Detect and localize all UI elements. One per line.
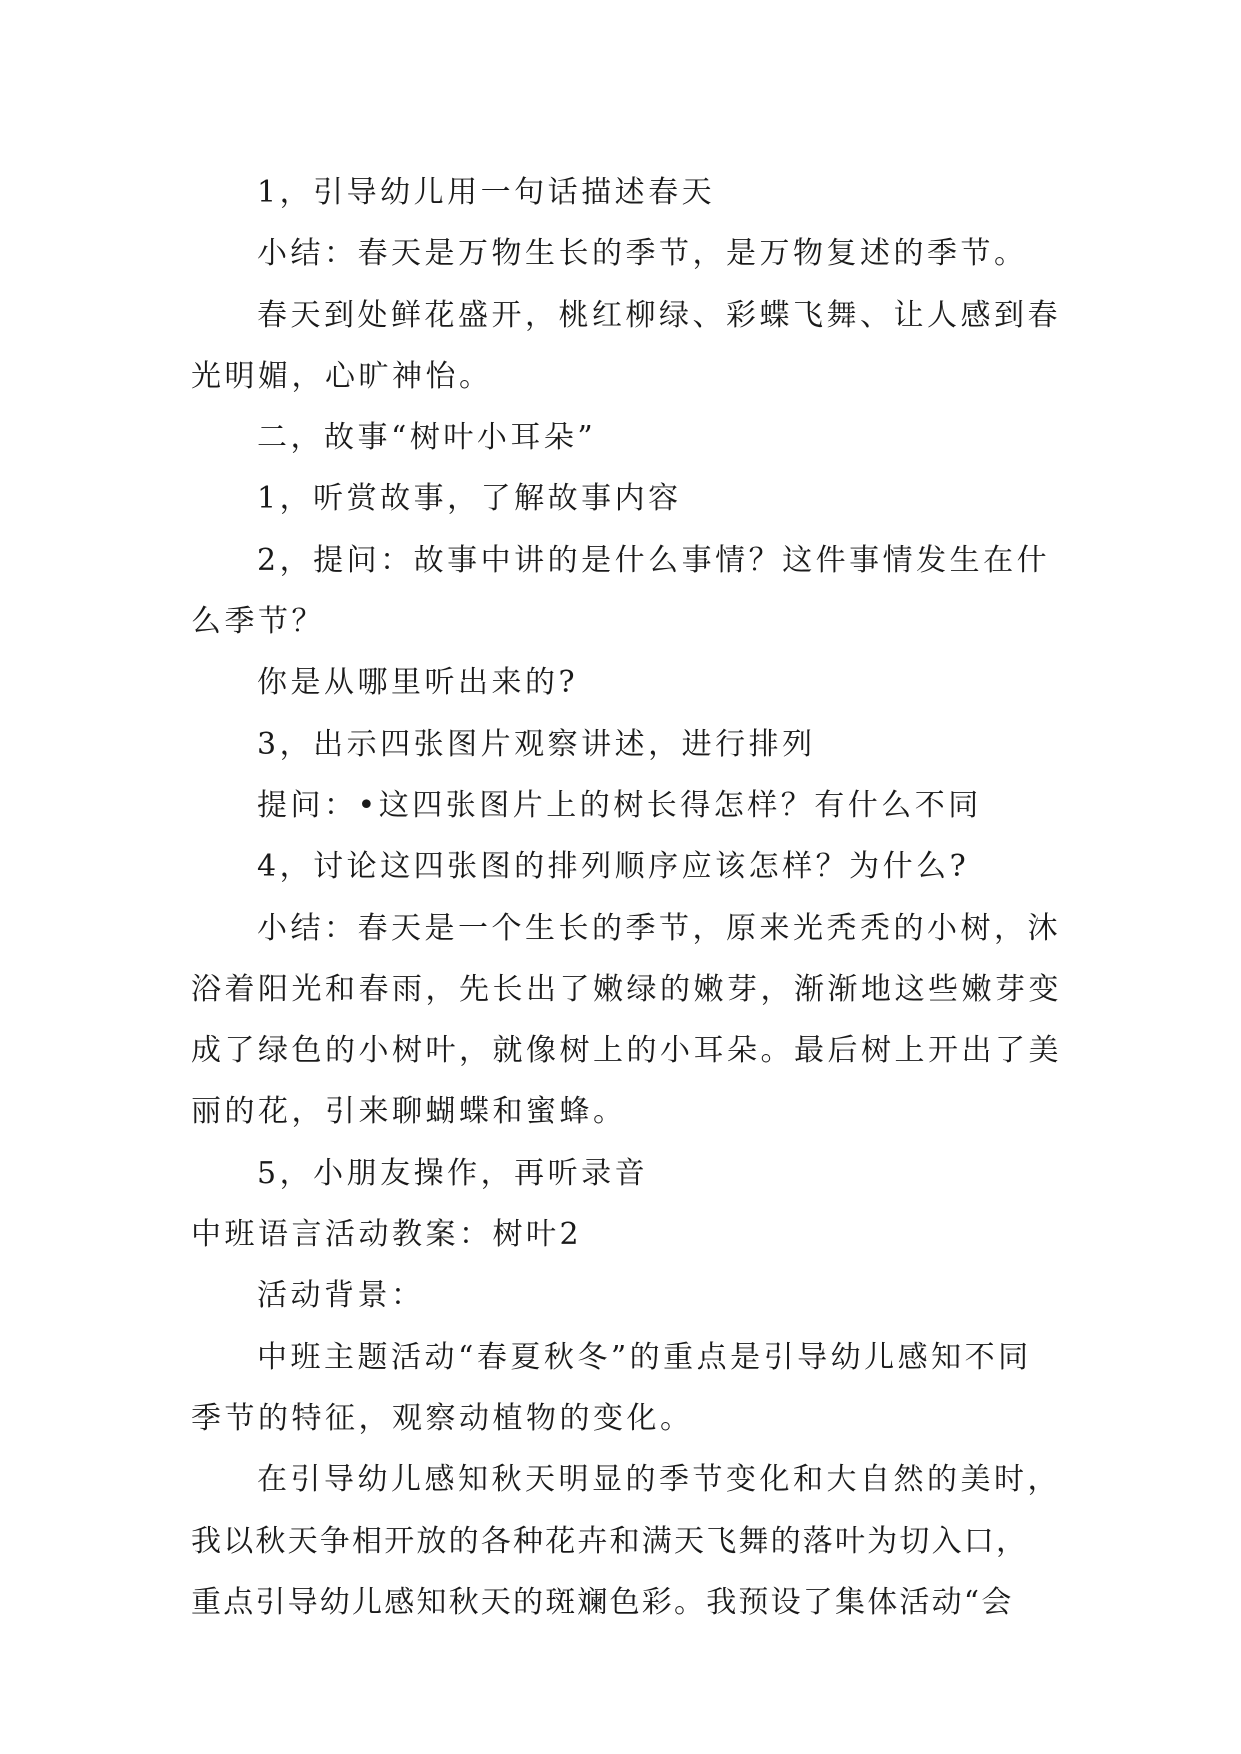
paragraph-line: 在引导幼儿感知秋天明显的季节变化和大自然的美时，: [257, 1462, 1061, 1498]
paragraph-line: 我以秋天争相开放的各种花卉和满天飞舞的落叶为切入口，: [191, 1523, 1029, 1559]
document-body: [191, 162, 1062, 1633]
paragraph-line: 光明媚，心旷神怡。: [191, 358, 493, 394]
document-title: 中班语言活动教案：树叶2: [191, 1217, 583, 1253]
paragraph-line: 5，小朋友操作，再听录音: [257, 1155, 649, 1191]
paragraph-line: 丽的花，引来聊蝴蝶和蜜蜂。: [191, 1094, 627, 1130]
paragraph-line: 提问：•这四张图片上的树长得怎样？有什么不同: [257, 787, 982, 823]
paragraph-line: 4，讨论这四张图的排列顺序应该怎样？为什么?: [257, 849, 970, 885]
paragraph-line: 1，听赏故事，了解故事内容: [257, 481, 682, 517]
paragraph-line: 季节的特征，观察动植物的变化。: [191, 1400, 694, 1436]
paragraph-line: 春天到处鲜花盛开，桃红柳绿、彩蝶飞舞、让人感到春: [257, 297, 1061, 333]
paragraph-line: 浴着阳光和春雨，先长出了嫩绿的嫩芽，渐渐地这些嫩芽变: [191, 971, 1062, 1007]
paragraph-line: 小结：春天是万物生长的季节，是万物复述的季节。: [257, 236, 1028, 272]
paragraph-line: 么季节？: [191, 604, 325, 640]
paragraph-line: 2，提问：故事中讲的是什么事情？这件事情发生在什: [257, 542, 1051, 578]
paragraph-line: 重点引导幼儿感知秋天的斑斓色彩。我预设了集体活动“会: [191, 1584, 1014, 1620]
section-heading: 活动背景：: [257, 1278, 425, 1314]
paragraph-line: 中班主题活动“春夏秋冬”的重点是引导幼儿感知不同: [257, 1339, 1032, 1375]
paragraph-line: 3，出示四张图片观察讲述，进行排列: [257, 726, 816, 762]
paragraph-line: 你是从哪里听出来的?: [257, 665, 579, 701]
section-heading: 二，故事“树叶小耳朵”: [257, 420, 597, 456]
paragraph-line: 小结：春天是一个生长的季节，原来光秃秃的小树，沐: [257, 910, 1061, 946]
paragraph-line: 1，引导幼儿用一句话描述春天: [257, 175, 716, 210]
paragraph-line: 成了绿色的小树叶，就像树上的小耳朵。最后树上开出了美: [191, 1033, 1062, 1069]
